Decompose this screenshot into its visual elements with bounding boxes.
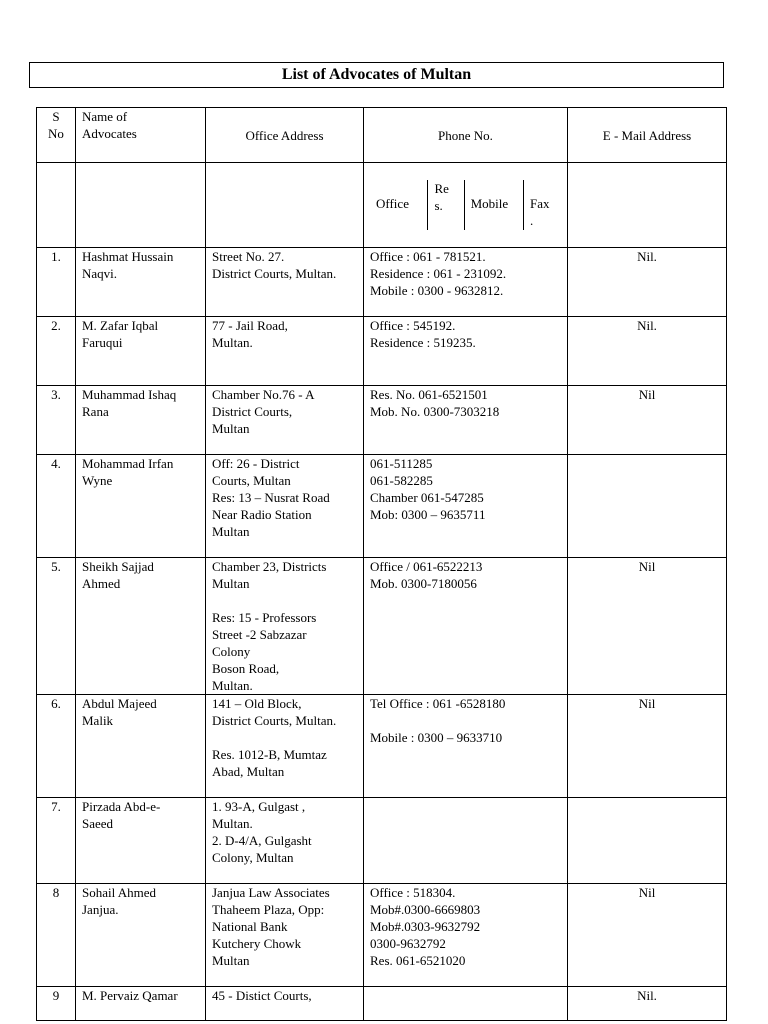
- subheader-empty: [568, 163, 727, 248]
- header-address: Office Address: [206, 108, 364, 163]
- subheader-office: Office: [370, 180, 428, 230]
- row-sno: 1.: [37, 248, 76, 317]
- header-sno: S No: [37, 108, 76, 163]
- row-phone: 061-511285 061-582285 Chamber 061-547285 Mob: 0300 – 9635711: [364, 455, 568, 558]
- advocates-table: [36, 107, 727, 1021]
- row-sno: 3.: [37, 386, 76, 455]
- row-phone: Tel Office : 061 -6528180 Mobile : 0300 – 9633710: [364, 695, 568, 798]
- subheader-empty: [76, 163, 206, 248]
- row-address: Chamber 23, Districts Multan Res: 15 - Professors Street -2 Sabzazar Colony Boson Road, Multan.: [206, 558, 364, 695]
- row-phone: [364, 798, 568, 884]
- header-name: Name of Advocates: [76, 108, 206, 163]
- row-email: Nil.: [568, 317, 727, 386]
- table-row: [37, 317, 727, 386]
- row-name: Pirzada Abd-e- Saeed: [76, 798, 206, 884]
- phone-subheader: [364, 163, 568, 248]
- row-address: 1. 93-A, Gulgast , Multan. 2. D-4/A, Gulgasht Colony, Multan: [206, 798, 364, 884]
- row-email: Nil: [568, 558, 727, 695]
- row-phone: Office / 061-6522213 Mob. 0300-7180056: [364, 558, 568, 695]
- row-address: Janjua Law Associates Thaheem Plaza, Opp: National Bank Kutchery Chowk Multan: [206, 884, 364, 987]
- row-phone: [364, 987, 568, 1021]
- table-row: [37, 987, 727, 1021]
- page-title: List of Advocates of Multan: [29, 62, 724, 88]
- table-row: [37, 455, 727, 558]
- row-phone: Office : 545192. Residence : 519235.: [364, 317, 568, 386]
- row-address: Street No. 27. District Courts, Multan.: [206, 248, 364, 317]
- row-address: 45 - Distict Courts,: [206, 987, 364, 1021]
- row-sno: 9: [37, 987, 76, 1021]
- row-sno: 6.: [37, 695, 76, 798]
- table-row: [37, 695, 727, 798]
- row-name: Abdul Majeed Malik: [76, 695, 206, 798]
- row-name: Mohammad Irfan Wyne: [76, 455, 206, 558]
- row-email: Nil: [568, 884, 727, 987]
- row-email: Nil.: [568, 248, 727, 317]
- row-name: Sheikh Sajjad Ahmed: [76, 558, 206, 695]
- row-email: Nil: [568, 386, 727, 455]
- subheader-mobile: Mobile: [465, 180, 524, 230]
- row-address: Off: 26 - District Courts, Multan Res: 13 – Nusrat Road Near Radio Station Multan: [206, 455, 364, 558]
- subheader-empty: [37, 163, 76, 248]
- row-name: Muhammad Ishaq Rana: [76, 386, 206, 455]
- row-sno: 8: [37, 884, 76, 987]
- table-subheader-row: [37, 163, 727, 248]
- row-sno: 5.: [37, 558, 76, 695]
- table-header-row: [37, 108, 727, 163]
- table-row: [37, 798, 727, 884]
- row-email: Nil: [568, 695, 727, 798]
- row-sno: 4.: [37, 455, 76, 558]
- row-address: 141 – Old Block, District Courts, Multan. Res. 1012-B, Mumtaz Abad, Multan: [206, 695, 364, 798]
- row-email: [568, 798, 727, 884]
- header-phone: Phone No.: [364, 108, 568, 163]
- row-address: 77 - Jail Road, Multan.: [206, 317, 364, 386]
- row-sno: 2.: [37, 317, 76, 386]
- row-phone: Res. No. 061-6521501 Mob. No. 0300-7303218: [364, 386, 568, 455]
- table-row: [37, 558, 727, 695]
- table-row: [37, 386, 727, 455]
- row-name: M. Zafar Iqbal Faruqui: [76, 317, 206, 386]
- row-name: Hashmat Hussain Naqvi.: [76, 248, 206, 317]
- subheader-empty: [206, 163, 364, 248]
- row-address: Chamber No.76 - A District Courts, Multan: [206, 386, 364, 455]
- subheader-fax: Fax .: [529, 196, 550, 228]
- header-email: E - Mail Address: [568, 108, 727, 163]
- table-row: [37, 248, 727, 317]
- subheader-res: Re s.: [428, 180, 464, 230]
- row-phone: Office : 061 - 781521. Residence : 061 - 231092. Mobile : 0300 - 9632812.: [364, 248, 568, 317]
- table-row: [37, 884, 727, 987]
- row-name: M. Pervaiz Qamar: [76, 987, 206, 1021]
- row-phone: Office : 518304. Mob#.0300-6669803 Mob#.0303-9632792 0300-9632792 Res. 061-6521020: [364, 884, 568, 987]
- row-sno: 7.: [37, 798, 76, 884]
- row-email: [568, 455, 727, 558]
- row-name: Sohail Ahmed Janjua.: [76, 884, 206, 987]
- row-email: Nil.: [568, 987, 727, 1021]
